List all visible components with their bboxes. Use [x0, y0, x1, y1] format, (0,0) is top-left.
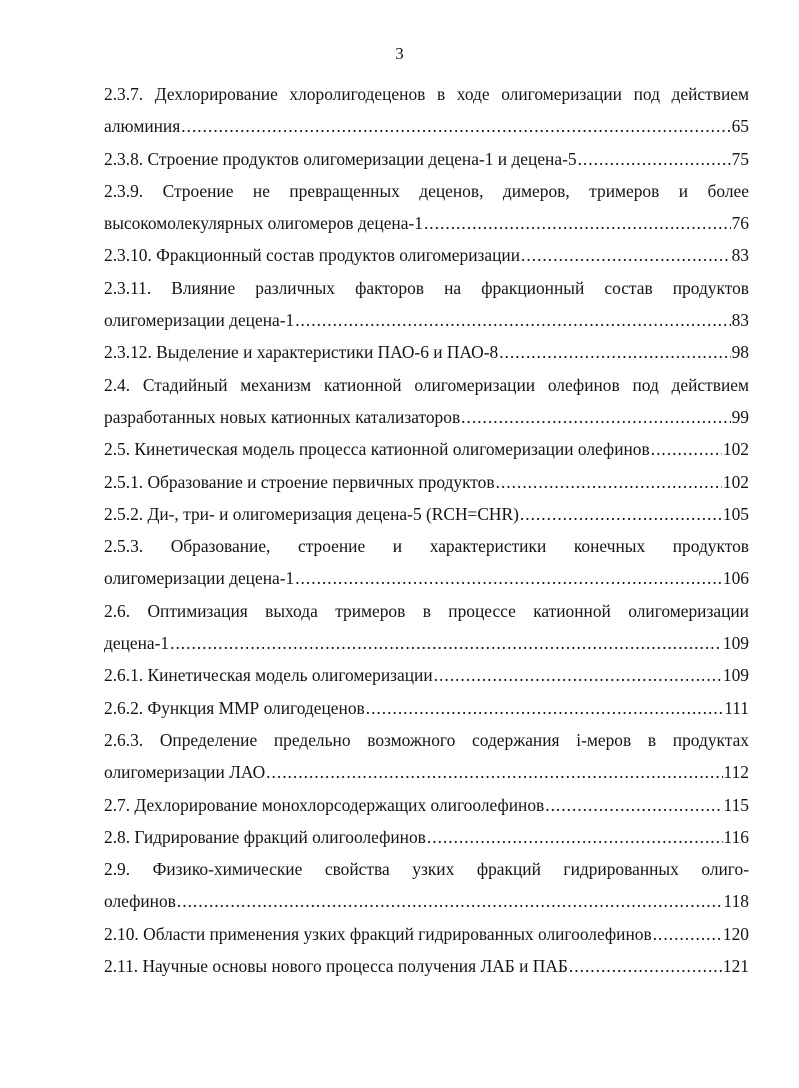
toc-entry-page: 105 — [722, 503, 749, 524]
toc-entry-page: 109 — [722, 665, 749, 686]
toc-entry[interactable] — [104, 659, 749, 691]
toc-entry-page: 112 — [723, 762, 749, 783]
toc-entry[interactable] — [104, 239, 749, 271]
toc-entry-title: 2.3.10. Фракционный состав продуктов олигомеризации — [104, 245, 521, 266]
toc-entry[interactable] — [104, 821, 749, 853]
toc-entry[interactable] — [104, 78, 749, 143]
toc-entry-last-line — [104, 401, 749, 433]
dot-leader — [499, 336, 730, 368]
toc-entry[interactable] — [104, 272, 749, 337]
toc-entry-title: олигомеризации децена-1 — [104, 568, 295, 589]
toc-entry-last-line — [104, 885, 749, 917]
dot-leader — [170, 627, 722, 659]
toc-entry[interactable] — [104, 433, 749, 465]
toc-entry-page: 65 — [731, 116, 749, 137]
dot-leader — [427, 821, 723, 853]
dot-leader — [181, 110, 730, 142]
toc-entry-title: олигомеризации ЛАО — [104, 762, 266, 783]
table-of-contents — [104, 78, 749, 982]
toc-entry-page: 76 — [731, 213, 749, 234]
toc-entry-title: 2.5. Кинетическая модель процесса катионной олигомеризации олефинов — [104, 439, 650, 460]
toc-entry-last-line — [104, 821, 749, 853]
toc-entry-last-line — [104, 918, 749, 950]
toc-entry[interactable] — [104, 950, 749, 982]
toc-entry-title: 2.5.2. Ди-, три- и олигомеризация децена-5 (RCH=CHR) — [104, 503, 519, 524]
toc-entry-title: алюминия — [104, 116, 181, 137]
toc-entry-last-line — [104, 336, 749, 368]
toc-entry-last-line — [104, 207, 749, 239]
toc-entry[interactable] — [104, 853, 749, 918]
dot-leader — [177, 885, 723, 917]
toc-entry-line: 2.5.3. Образование, строение и характеристики конечных продуктов — [104, 536, 749, 557]
toc-entry[interactable] — [104, 175, 749, 240]
toc-entry-title: 2.3.12. Выделение и характеристики ПАО-6 и ПАО-8 — [104, 342, 499, 363]
toc-entry[interactable] — [104, 466, 749, 498]
toc-entry-line: 2.4. Стадийный механизм катионной олигомеризации олефинов под действием — [104, 374, 749, 395]
toc-entry-page: 116 — [723, 826, 749, 847]
toc-entry-last-line — [104, 756, 749, 788]
toc-entry-last-line — [104, 304, 749, 336]
toc-entry-title: разработанных новых катионных катализаторов — [104, 406, 461, 427]
toc-entry[interactable] — [104, 143, 749, 175]
toc-entry-last-line — [104, 466, 749, 498]
toc-entry-title: 2.10. Области применения узких фракций гидрированных олигоолефинов — [104, 923, 652, 944]
toc-entry-page: 102 — [722, 439, 749, 460]
toc-entry-line: 2.6.3. Определение предельно возможного содержания i-меров в продуктах — [104, 729, 749, 750]
toc-entry-page: 83 — [731, 245, 749, 266]
dot-leader — [295, 562, 722, 594]
toc-entry[interactable] — [104, 918, 749, 950]
toc-entry-title: 2.11. Научные основы нового процесса получения ЛАБ и ПАБ — [104, 956, 568, 977]
dot-leader — [496, 466, 722, 498]
toc-entry[interactable] — [104, 692, 749, 724]
page-number: 3 — [395, 44, 404, 63]
toc-entry[interactable] — [104, 595, 749, 660]
toc-entry-last-line — [104, 498, 749, 530]
toc-entry-page: 109 — [722, 633, 749, 654]
dot-leader — [653, 918, 722, 950]
toc-entry-line: 2.3.9. Строение не превращенных деценов, димеров, тримеров и более — [104, 180, 749, 201]
toc-entry-page: 83 — [731, 310, 749, 331]
toc-entry-last-line — [104, 433, 749, 465]
dot-leader — [266, 756, 722, 788]
toc-entry-page: 99 — [731, 406, 749, 427]
toc-entry-page: 106 — [722, 568, 749, 589]
dot-leader — [521, 239, 731, 271]
toc-entry-page: 121 — [722, 956, 749, 977]
toc-entry-title: олигомеризации децена-1 — [104, 310, 295, 331]
dot-leader — [520, 498, 722, 530]
dot-leader — [545, 789, 722, 821]
toc-entry-line: 2.9. Физико-химические свойства узких фракций гидрированных олиго- — [104, 859, 749, 880]
toc-entry-title: децена-1 — [104, 633, 170, 654]
toc-entry-title: высокомолекулярных олигомеров децена-1 — [104, 213, 423, 234]
toc-entry-last-line — [104, 950, 749, 982]
dot-leader — [366, 692, 723, 724]
dot-leader — [461, 401, 730, 433]
toc-entry[interactable] — [104, 724, 749, 789]
toc-entry-line: 2.3.7. Дехлорирование хлоролигодеценов в ходе олигомеризации под действием — [104, 84, 749, 104]
dot-leader — [434, 659, 722, 691]
toc-entry[interactable] — [104, 530, 749, 595]
toc-entry-line: 2.6. Оптимизация выхода тримеров в процессе катионной олигомеризации — [104, 600, 749, 621]
toc-entry-title: 2.8. Гидрирование фракций олигоолефинов — [104, 826, 426, 847]
toc-entry-last-line — [104, 659, 749, 691]
toc-entry-title: 2.7. Дехлорирование монохлорсодержащих олигоолефинов — [104, 794, 545, 815]
dot-leader — [424, 207, 731, 239]
toc-entry-last-line — [104, 627, 749, 659]
toc-entry-last-line — [104, 110, 749, 142]
toc-entry-last-line — [104, 789, 749, 821]
toc-entry-last-line — [104, 143, 749, 175]
toc-entry-page: 115 — [723, 794, 749, 815]
toc-entry-last-line — [104, 239, 749, 271]
toc-entry-page: 75 — [731, 148, 749, 169]
toc-entry[interactable] — [104, 498, 749, 530]
dot-leader — [295, 304, 730, 336]
toc-entry-last-line — [104, 692, 749, 724]
dot-leader — [651, 433, 722, 465]
toc-entry-title: олефинов — [104, 891, 176, 912]
dot-leader — [578, 143, 731, 175]
dot-leader — [569, 950, 722, 982]
toc-entry-page: 102 — [722, 471, 749, 492]
toc-entry-title: 2.3.8. Строение продуктов олигомеризации децена-1 и децена-5 — [104, 148, 577, 169]
toc-entry[interactable] — [104, 336, 749, 368]
toc-entry-page: 98 — [731, 342, 749, 363]
toc-entry-page: 118 — [723, 891, 749, 912]
toc-entry-page: 111 — [724, 697, 749, 718]
toc-entry-last-line — [104, 562, 749, 594]
toc-entry[interactable] — [104, 369, 749, 434]
toc-entry[interactable] — [104, 789, 749, 821]
toc-entry-line: 2.3.11. Влияние различных факторов на фракционный состав продуктов — [104, 277, 749, 298]
toc-entry-title: 2.6.2. Функция ММР олигодеценов — [104, 697, 365, 718]
toc-entry-page: 120 — [722, 923, 749, 944]
toc-entry-title: 2.5.1. Образование и строение первичных продуктов — [104, 471, 495, 492]
toc-entry-title: 2.6.1. Кинетическая модель олигомеризации — [104, 665, 433, 686]
